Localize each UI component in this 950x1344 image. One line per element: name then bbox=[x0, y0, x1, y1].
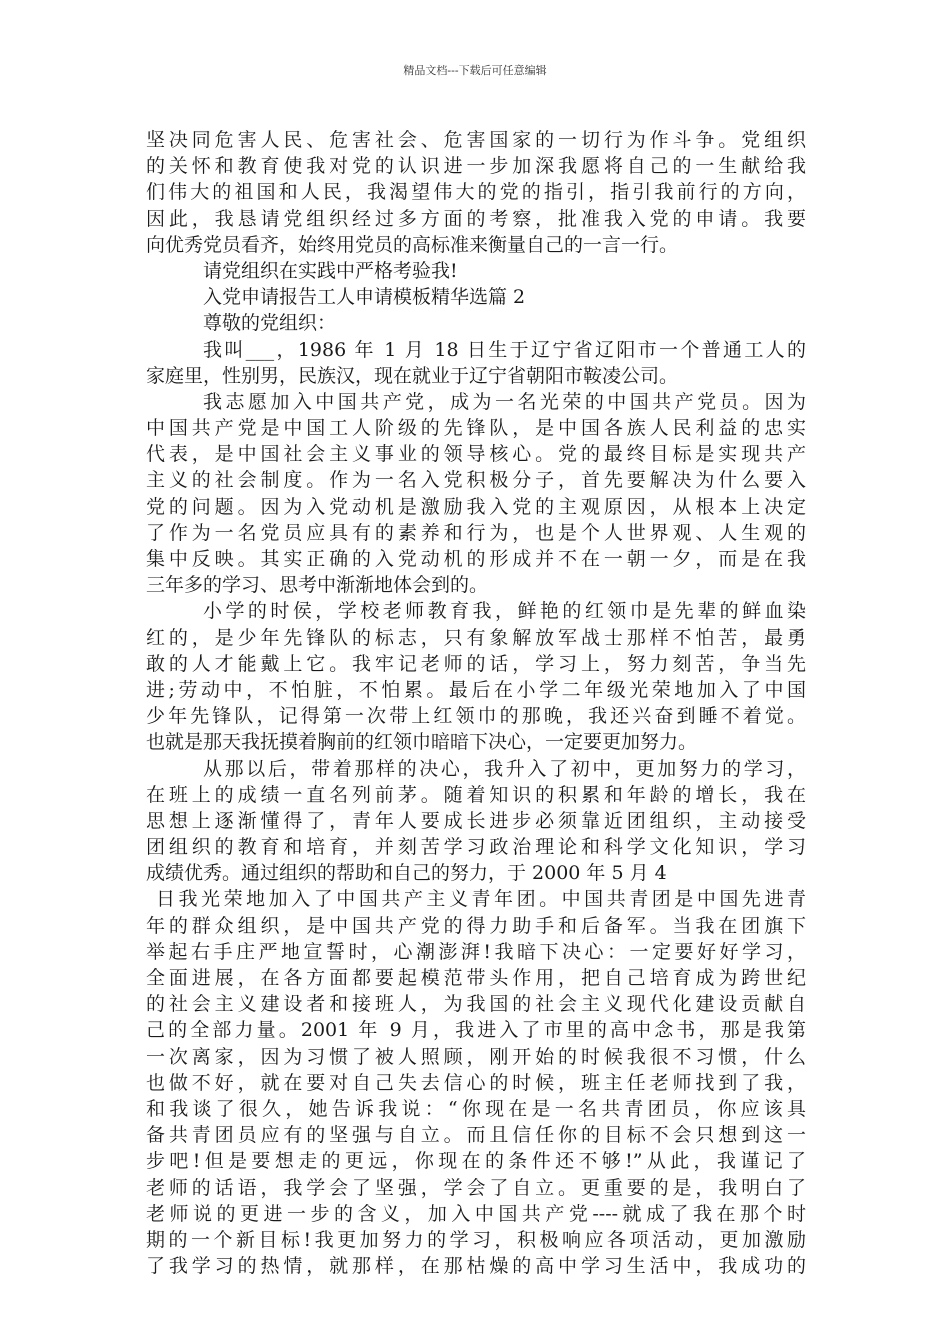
text-line: 全面进展，在各方面都要起模范带头作用，把自己培育成为跨世纪 bbox=[146, 967, 806, 989]
text-line: 了作为一名党员应具有的素养和行为，也是个人世界观、人生观的 bbox=[146, 521, 806, 544]
text-line: 老师的话语，我学会了坚强，学会了自立。更重要的是，我明白了 bbox=[146, 1176, 806, 1199]
text-line: 备共青团员应有的坚强与自立。而且信任你的目标不会只想到这一 bbox=[146, 1124, 806, 1147]
text-line: 尊敬的党组织： bbox=[203, 312, 337, 335]
text-line: 党的问题。因为入党动机是激励我入党的主观原因，从根本上决定 bbox=[146, 495, 806, 518]
text-line: 从那以后，带着那样的决心，我升入了初中，更加努力的学习， bbox=[203, 757, 806, 780]
text-line: 年的群众组织，是中国共产党的得力助手和后备军。当我在团旗下 bbox=[146, 914, 806, 937]
text-line: 和我谈了很久，她告诉我说：“你现在是一名共青团员，你应该具 bbox=[146, 1097, 806, 1120]
text-line: 进;劳动中，不怕脏，不怕累。最后在小学二年级光荣地加入了中国 bbox=[146, 678, 806, 701]
text-line: 敢的人才能戴上它。我牢记老师的话，学习上，努力刻苦，争当先 bbox=[146, 652, 806, 675]
text-line: 了我学习的热情，就那样，在那枯燥的高中学习生活中，我成功的 bbox=[146, 1255, 806, 1278]
text-line: 向优秀党员看齐，始终用党员的高标准来衡量自己的一言一行。 bbox=[146, 233, 679, 256]
text-line: 主义的社会制度。作为一名入党积极分子，首先要解决为什么要入 bbox=[146, 469, 806, 492]
text-line: 家庭里，性别男，民族汉，现在就业于辽宁省朝阳市鞍凌公司。 bbox=[146, 364, 679, 387]
text-line: 在班上的成绩一直名列前茅。随着知识的积累和年龄的增长，我在 bbox=[146, 783, 806, 806]
text-line: 三年多的学习、思考中渐渐地体会到的。 bbox=[146, 574, 489, 597]
text-line: 期的一个新目标!我更加努力的学习，积极响应各项活动，更加激励 bbox=[146, 1228, 806, 1251]
text-line: 请党组织在实践中严格考验我! bbox=[203, 259, 458, 282]
text-line: 团组织的教育和培育，并刻苦学习政治理论和科学文化知识，学习 bbox=[146, 836, 806, 859]
document-body bbox=[146, 127, 806, 1279]
text-line: 我叫___，1986 年 1 月 18 日生于辽宁省辽阳市一个普通工人的 bbox=[203, 338, 806, 361]
text-line: 入党申请报告工人申请模板精华选篇 2 bbox=[203, 286, 526, 309]
text-line: 步吧!但是要想走的更远，你现在的条件还不够!”从此，我谨记了 bbox=[146, 1150, 806, 1173]
text-line: 成绩优秀。通过组织的帮助和自己的努力，于 2000 年 5 月 4 bbox=[146, 862, 667, 885]
text-line: 们伟大的祖国和人民，我渴望伟大的党的指引，指引我前行的方向， bbox=[146, 181, 806, 204]
text-line: 小学的时侯，学校老师教育我，鲜艳的红领巾是先辈的鲜血染 bbox=[203, 600, 806, 623]
text-line: 己的全部力量。2001 年 9 月，我进入了市里的高中念书，那是我第 bbox=[146, 1019, 806, 1042]
text-line: 中国共产党是中国工人阶级的先锋队，是中国各族人民利益的忠实 bbox=[146, 417, 806, 440]
text-line: 一次离家，因为习惯了被人照顾，刚开始的时候我很不习惯，什么 bbox=[146, 1045, 806, 1068]
text-line: 也就是那天我抚摸着胸前的红领巾暗暗下决心，一定要更加努力。 bbox=[146, 731, 698, 754]
text-line: 日我光荣地加入了中国共产主义青年团。中国共青团是中国先进青 bbox=[156, 888, 806, 911]
text-line: 老师说的更进一步的含义，加入中国共产党----就成了我在那个时 bbox=[146, 1202, 806, 1225]
text-line: 集中反映。其实正确的入党动机的形成并不在一朝一夕，而是在我 bbox=[146, 548, 806, 570]
text-line: 也做不好，就在要对自己失去信心的时候，班主任老师找到了我， bbox=[146, 1071, 806, 1094]
text-line: 坚决同危害人民、危害社会、危害国家的一切行为作斗争。党组织 bbox=[146, 129, 806, 151]
text-line: 举起右手庄严地宣誓时，心潮澎湃!我暗下决心：一定要好好学习， bbox=[146, 940, 806, 963]
text-line: 因此，我恳请党组织经过多方面的考察，批准我入党的申请。我要 bbox=[146, 207, 806, 230]
text-line: 的关怀和教育使我对党的认识进一步加深我愿将自己的一生献给我 bbox=[146, 155, 806, 178]
text-line: 代表，是中国社会主义事业的领导核心。党的最终目标是实现共产 bbox=[146, 443, 806, 466]
text-line: 少年先锋队，记得第一次带上红领巾的那晚，我还兴奋到睡不着觉。 bbox=[146, 705, 806, 728]
text-line: 的社会主义建设者和接班人，为我国的社会主义现代化建设贡献自 bbox=[146, 993, 806, 1016]
text-line: 我志愿加入中国共产党，成为一名光荣的中国共产党员。因为 bbox=[203, 390, 806, 413]
text-line: 红的，是少年先锋队的标志，只有象解放军战士那样不怕苦，最勇 bbox=[146, 626, 806, 649]
text-line: 思想上逐渐懂得了，青年人要成长进步必须靠近团组织，主动接受 bbox=[146, 809, 806, 832]
page-header: 精品文档---下载后可任意编辑 bbox=[403, 64, 547, 77]
